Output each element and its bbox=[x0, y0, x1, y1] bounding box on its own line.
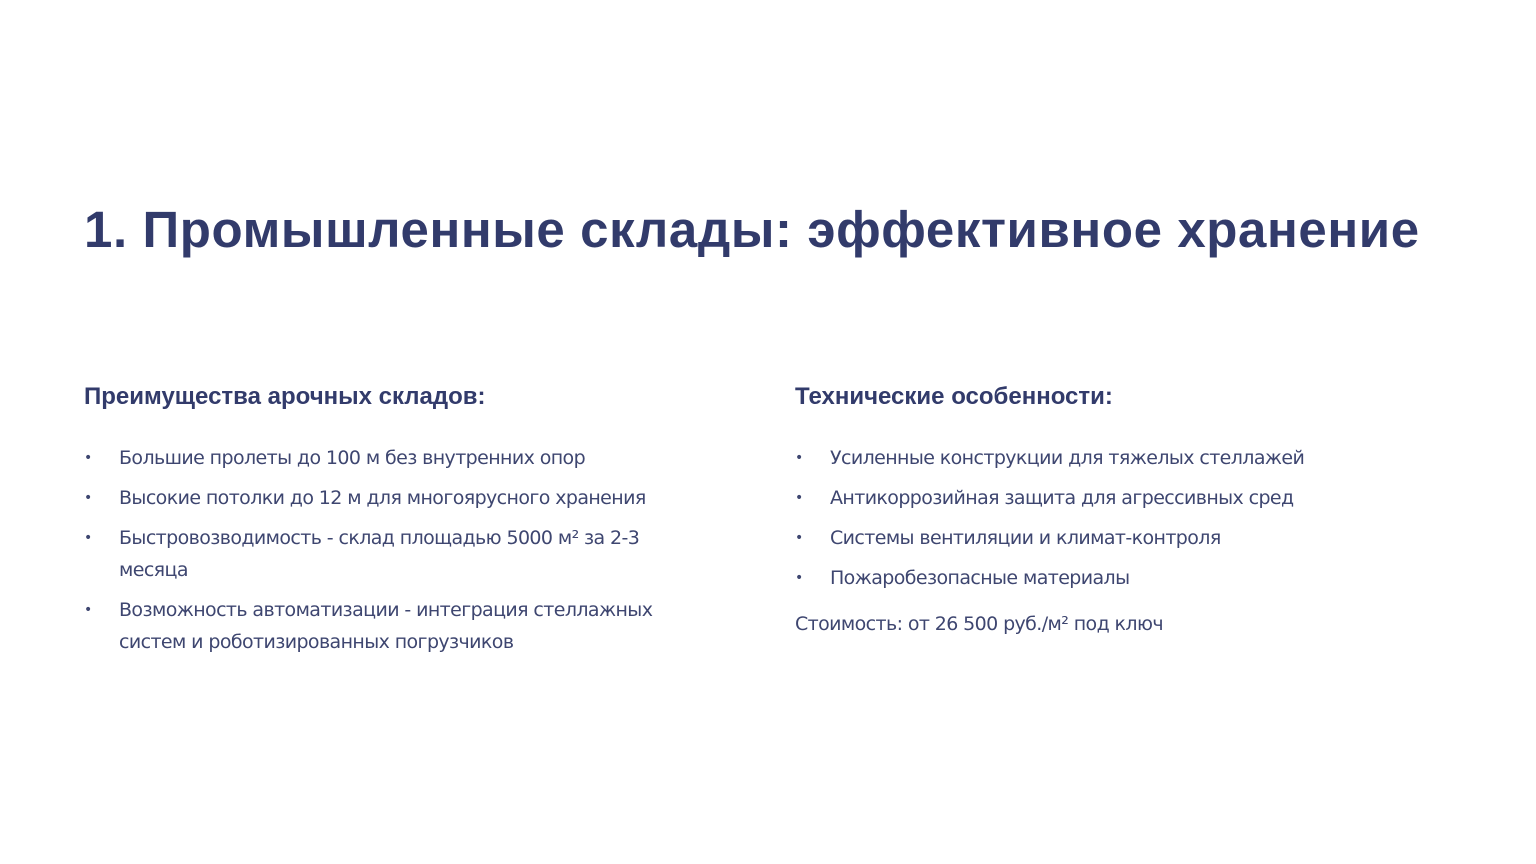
list-item-text: Системы вентиляции и климат-контроля bbox=[830, 527, 1221, 549]
technical-features-list bbox=[795, 442, 1415, 594]
list-item bbox=[795, 522, 1415, 554]
bullet-icon: • bbox=[84, 450, 92, 466]
cost-text: Стоимость: от 26 500 руб./м² под ключ bbox=[795, 613, 1163, 635]
list-item bbox=[84, 482, 704, 514]
list-item-text: Усиленные конструкции для тяжелых стеллажей bbox=[830, 447, 1305, 469]
bullet-icon: • bbox=[795, 490, 803, 506]
list-item-text: Антикоррозийная защита для агрессивных сред bbox=[830, 487, 1294, 509]
list-item-text: Высокие потолки до 12 м для многоярусного хранения bbox=[119, 487, 646, 509]
technical-features-heading: Технические особенности: bbox=[795, 383, 1113, 410]
list-item-text: Быстровозводимость - склад площадью 5000 м² за 2-3 месяца bbox=[119, 527, 640, 581]
slide-title: 1. Промышленные склады: эффективное хранение bbox=[84, 201, 1420, 258]
list-item bbox=[84, 594, 704, 658]
advantages-heading: Преимущества арочных складов: bbox=[84, 383, 486, 410]
bullet-icon: • bbox=[84, 602, 92, 618]
bullet-icon: • bbox=[795, 530, 803, 546]
list-item-text: Возможность автоматизации - интеграция стеллажных систем и роботизированных погрузчиков bbox=[119, 599, 653, 653]
list-item bbox=[84, 442, 704, 474]
list-item bbox=[795, 562, 1415, 594]
bullet-icon: • bbox=[795, 570, 803, 586]
advantages-column bbox=[84, 380, 704, 666]
technical-features-column bbox=[795, 380, 1415, 640]
advantages-list bbox=[84, 442, 704, 658]
list-item bbox=[84, 522, 704, 586]
list-item bbox=[795, 482, 1415, 514]
bullet-icon: • bbox=[84, 490, 92, 506]
list-item-text: Большие пролеты до 100 м без внутренних опор bbox=[119, 447, 586, 469]
list-item bbox=[795, 442, 1415, 474]
list-item-text: Пожаробезопасные материалы bbox=[830, 567, 1130, 589]
bullet-icon: • bbox=[84, 530, 92, 546]
bullet-icon: • bbox=[795, 450, 803, 466]
